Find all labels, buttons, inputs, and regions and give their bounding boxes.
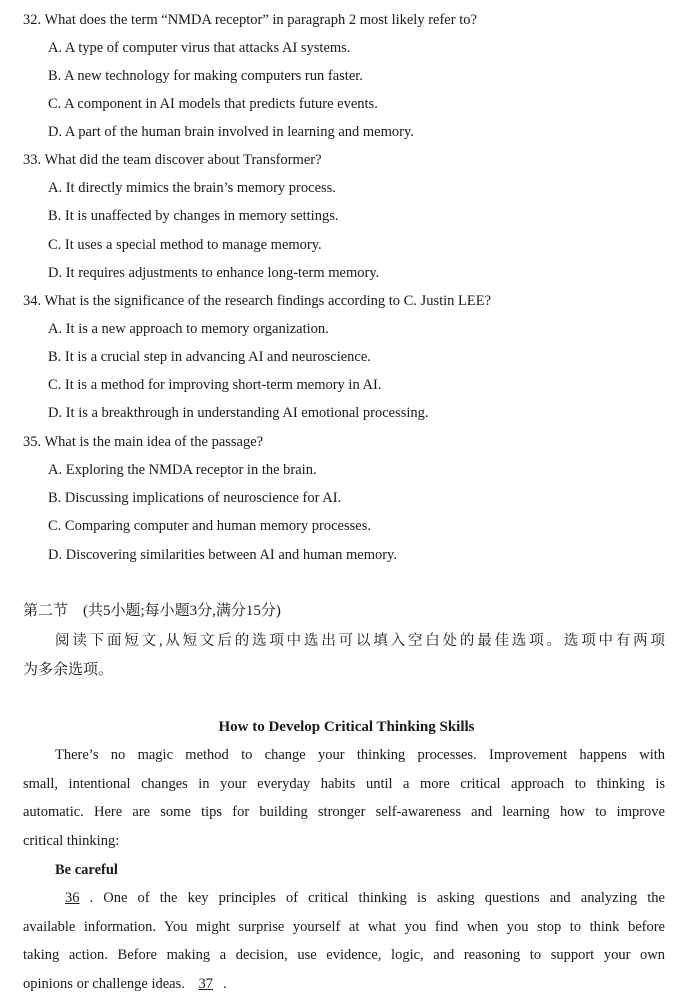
option: B. It is unaffected by changes in memory settings. [48,208,339,224]
option: D. It is a breakthrough in understanding AI emotional processing. [48,405,429,421]
passage-text: . One of the key principles of critical thinking is asking questions and analyzing the [89,890,665,906]
option: C. Comparing computer and human memory processes. [48,518,371,534]
passage-line: taking action. Before making a decision, use evidence, logic, and reasoning to support your own [23,947,665,963]
question-stem: 34. What is the significance of the research findings according to C. Justin LEE? [23,293,492,309]
option: B. It is a crucial step in advancing AI and neuroscience. [48,349,371,365]
option: B. Discussing implications of neuroscience for AI. [48,490,342,506]
passage-text: . [223,976,227,992]
option: C. A component in AI models that predicts future events. [48,96,378,112]
passage-line: small, intentional changes in your everyday habits until a more critical approach to thinking is [23,776,665,792]
option: D. Discovering similarities between AI and human memory. [48,547,397,563]
option: D. A part of the human brain involved in learning and memory. [48,124,414,140]
passage-line-with-blank [23,974,665,994]
option: A. A type of computer virus that attacks AI systems. [48,40,351,56]
blank-36: 36 [65,890,80,906]
passage-text: opinions or challenge ideas. [23,976,185,992]
option: C. It is a method for improving short-term memory in AI. [48,377,382,393]
passage-title: How to Develop Critical Thinking Skills [218,719,475,735]
question-stem: 35. What is the main idea of the passage? [23,434,264,450]
option: A. It directly mimics the brain’s memory process. [48,180,336,196]
option: A. It is a new approach to memory organization. [48,321,329,337]
passage-line: There’s no magic method to change your thinking processes. Improvement happens with [55,747,665,763]
passage-subheading: Be careful [55,862,118,878]
blank-37: 37 [198,976,213,992]
section-instruction-continued: 为多余选项。 [23,662,114,678]
option: C. It uses a special method to manage memory. [48,237,322,253]
option: D. It requires adjustments to enhance long-term memory. [48,265,380,281]
option: B. A new technology for making computers run faster. [48,68,363,84]
option: A. Exploring the NMDA receptor in the brain. [48,462,317,478]
passage-line: critical thinking: [23,833,120,849]
passage-line-with-blank [55,888,665,908]
section-instruction: 阅读下面短文,从短文后的选项中选出可以填入空白处的最佳选项。选项中有两项 [55,633,665,649]
passage-line: available information. You might surprise yourself at what you find when you stop to think before [23,919,665,935]
question-stem: 32. What does the term “NMDA receptor” in paragraph 2 most likely refer to? [23,12,477,28]
passage-line: automatic. Here are some tips for building stronger self-awareness and learning how to improve [23,804,665,820]
section-heading: 第二节 (共5小题;每小题3分,满分15分) [23,603,281,619]
question-stem: 33. What did the team discover about Transformer? [23,152,322,168]
